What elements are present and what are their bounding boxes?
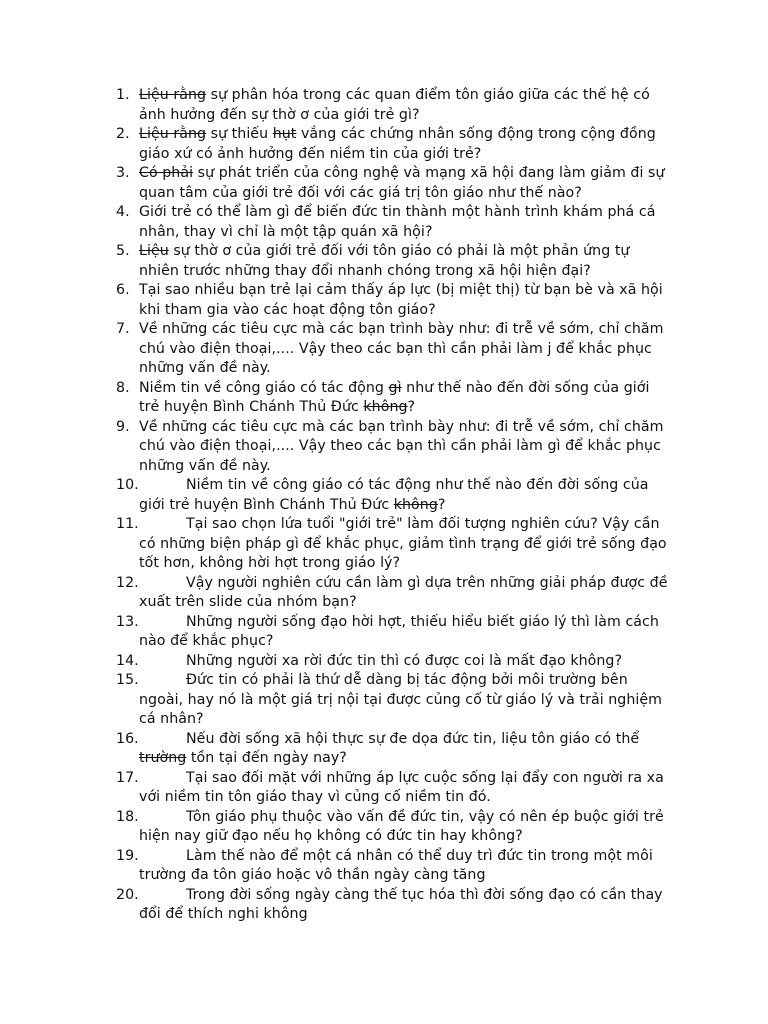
question-text: Tại sao đối mặt với những áp lực cuộc sống lại đẩy con người ra xa với niềm tin tôn giáo thay vì củng cố niềm tin đó. [139,769,664,805]
question-text: Về những các tiêu cực mà các bạn trình bày như: đi trễ về sớm, chỉ chăm chú vào điện thoại,.... Vậy theo các bạn thì cần phải làm j để khắc phục những vấn đề này. [139,321,664,376]
question-number: 15. [116,672,139,688]
question-text: vắng các chứng nhân sống động trong cộng đồng giáo xứ có ảnh hưởng đến niềm tin của giới trẻ? [139,126,656,162]
question-item [0,574,670,613]
question-item [0,242,670,281]
question-text: Nếu đời sống xã hội thực sự đe dọa đức tin, liệu tôn giáo có thể [186,730,640,747]
question-text: Làm thế nào để một cá nhân có thể duy trì đức tin trong một môi trường đa tôn giáo hoặc vô thần ngày càng tăng [139,847,653,883]
question-item [0,613,670,652]
question-item [0,86,670,125]
question-text: Những người sống đạo hời hợt, thiếu hiểu biết giáo lý thì làm cách nào để khắc phục? [139,613,659,649]
question-number: 10. [116,477,139,493]
question-text: Trong đời sống ngày càng thế tục hóa thì đời sống đạo có cần thay đổi để thích nghi không [139,886,663,922]
struck-text: không [393,496,438,513]
question-item [0,476,670,515]
struck-text: gì [388,379,402,396]
question-text: ? [437,496,446,513]
question-item [0,515,670,574]
question-item [0,281,670,320]
question-item [0,847,670,886]
question-item [0,125,670,164]
question-number: 6. [116,282,130,298]
struck-text: Liệu rằng [139,126,207,142]
question-number: 8. [116,379,130,396]
question-number: 14. [116,652,139,669]
question-number: 7. [116,321,130,337]
question-item [0,886,670,925]
question-item [0,164,670,203]
document-page [0,86,768,925]
question-number: 18. [116,808,139,825]
question-number: 1. [116,87,130,103]
question-text: tồn tại đến ngày nay? [186,750,347,766]
struck-text: trường [139,750,187,766]
question-text: Giới trẻ có thể làm gì để biến đức tin thành một hành trình khám phá cá nhân, thay vì chỉ là một tập quán xã hội? [139,204,656,240]
question-item [0,418,670,477]
question-number: 17. [116,769,139,786]
question-text: Niềm tin về công giáo có tác động như thế nào đến đời sống của giới trẻ huyện Bình Chánh Thủ Đức [139,477,649,513]
question-item [0,320,670,379]
question-text: ? [407,399,416,415]
question-text: như thế nào đến đời sống của giới trẻ huyện Bình Chánh Thủ Đức [139,379,650,415]
struck-text: hụt [272,126,297,142]
question-text: Những người xa rời đức tin thì có được coi là mất đạo không? [186,652,623,669]
question-text: Tôn giáo phụ thuộc vào vấn đề đức tin, vậy có nên ép buộc giới trẻ hiện nay giữ đạo nếu họ không có đức tin hay không? [139,808,664,844]
question-text: Vậy người nghiên cứu cần làm gì dựa trên những giải pháp được đề xuất trên slide của nhóm bạn? [139,574,668,610]
question-text: Đức tin có phải là thứ dễ dàng bị tác động bởi môi trường bên ngoài, hay nó là một giá trị nội tại được củng cố từ giáo lý và trải nghiệm cá nhân? [139,672,663,727]
question-item [0,730,670,769]
question-number: 3. [116,165,130,181]
question-text: sự thiếu [206,126,273,142]
struck-text: không [363,399,408,415]
question-text: Tại sao chọn lứa tuổi "giới trẻ" làm đối tượng nghiên cứu? Vậy cần có những biện pháp gì để khắc phục, giảm tình trạng để giới trẻ sống đạo tốt hơn, không hời hợt trong giáo lý? [139,516,667,571]
question-item [0,808,670,847]
struck-text: Có phải [139,165,194,181]
question-number: 5. [116,243,130,259]
question-item [0,203,670,242]
question-number: 4. [116,204,130,220]
question-text: Niềm tin về công giáo có tác động [139,379,389,396]
question-item [0,769,670,808]
question-number: 19. [116,847,139,864]
question-text: Tại sao nhiều bạn trẻ lại cảm thấy áp lực (bị miệt thị) từ bạn bè và xã hội khi tham gia vào các hoạt động tôn giáo? [139,282,663,318]
question-item [0,671,670,730]
question-number: 16. [116,730,139,747]
question-number: 20. [116,886,139,903]
question-text: sự thờ ơ của giới trẻ đối với tôn giáo có phải là một phản ứng tự nhiên trước những thay đổi nhanh chóng trong xã hội hiện đại? [139,243,630,279]
question-item [0,379,670,418]
question-number: 9. [116,418,130,435]
struck-text: Liệu [139,243,169,259]
question-text: sự phát triển của công nghệ và mạng xã hội đang làm giảm đi sự quan tâm của giới trẻ đối với các giá trị tôn giáo như thế nào? [139,165,665,201]
question-number: 13. [116,613,139,630]
question-text: Về những các tiêu cực mà các bạn trình bày như: đi trễ về sớm, chỉ chăm chú vào điện thoại,.... Vậy theo các bạn thì cần phải làm gì để khắc phục những vấn đề này. [139,418,664,474]
question-text: sự phân hóa trong các quan điểm tôn giáo giữa các thế hệ có ảnh hưởng đến sự thờ ơ của giới trẻ gì? [139,87,650,123]
question-item [0,652,670,672]
struck-text: Liệu rằng [139,87,207,103]
question-number: 12. [116,574,139,591]
question-number: 11. [116,516,139,532]
question-number: 2. [116,126,130,142]
